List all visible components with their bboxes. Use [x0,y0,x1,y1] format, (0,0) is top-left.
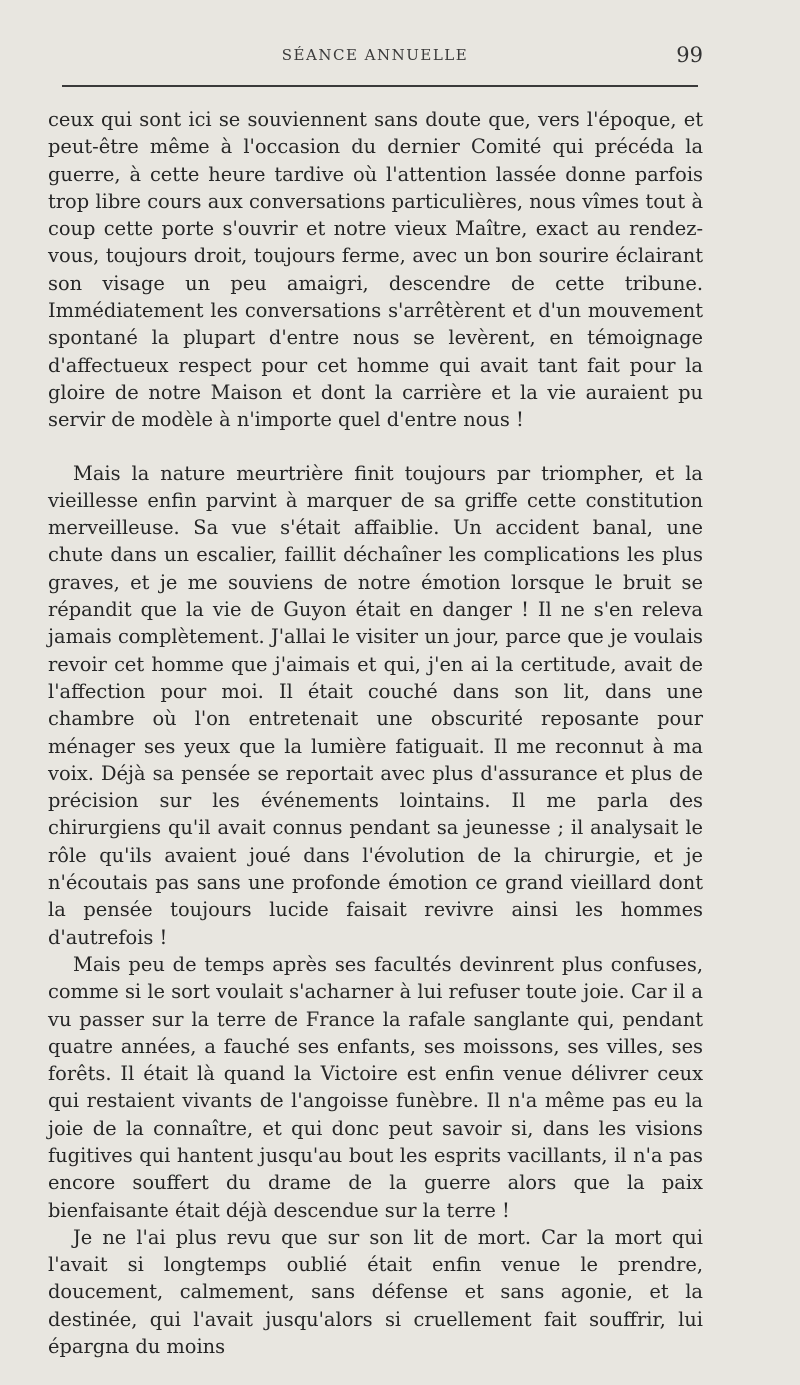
running-header: SÉANCE ANNUELLE [281,46,469,64]
header-rule [62,85,698,87]
body-text [48,106,703,1360]
page-number: 99 [676,43,703,67]
paragraph: ceux qui sont ici se souviennent sans doute que, vers l'époque, et peut-être même à l'occasion du dernier Comité qui précéda la guerre, à cette heure tardive où l'attention lassée donne parfois trop libre cours aux conversations particulières, nous vîmes tout à coup cette porte s'ouvrir et notre vieux Maître, exact au rendez-vous, toujours droit, toujours ferme, avec un bon sourire éclairant son visage un peu amaigri, descendre de cette tribune. Immédiatement les conversations s'arrêtèrent et d'un mouvement spontané la plupart d'entre nous se levèrent, en témoignage d'affectueux respect pour cet homme qui avait tant fait pour la gloire de notre Maison et dont la carrière et la vie auraient pu servir de modèle à n'importe quel d'entre nous ! [48,108,703,432]
paragraph: Je ne l'ai plus revu que sur son lit de mort. Car la mort qui l'avait si longtemps oublié était enfin venue le prendre, doucement, calmement, sans défense et sans agonie, et la destinée, qui l'avait jusqu'alors si cruellement fait souffrir, lui épargna du moins [48,1225,703,1359]
paragraph: Mais la nature meurtrière finit toujours par triompher, et la vieillesse enfin parvint à marquer de sa griffe cette constitution merveilleuse. Sa vue s'était affaiblie. Un accident banal, une chute dans un escalier, faillit déchaîner les complications les plus graves, et je me souviens de notre émotion lorsque le bruit se répandit que la vie de Guyon était en danger ! Il ne s'en releva jamais complètement. J'allai le visiter un jour, parce que je voulais revoir cet homme que j'aimais et qui, j'en ai la certitude, avait de l'affection pour moi. Il était couché dans son lit, dans une chambre où l'on entretenait une obscurité reposante pour ménager ses yeux que la lumière fatiguait. Il me reconnut à ma voix. Déjà sa pensée se reportait avec plus d'assurance et plus de précision sur les événements lointains. Il me parla des chirurgiens qu'il avait connus pendant sa jeunesse ; il analysait le rôle qu'ils avaient joué dans l'évolution de la chirurgie, et je n'écoutais pas sans une profonde émotion ce grand vieillard dont la pensée toujours lucide faisait revivre ainsi les hommes d'autrefois ! [48,461,703,949]
paragraph: Mais peu de temps après ses facultés devinrent plus confuses, comme si le sort voulait s'acharner à lui refuser toute joie. Car il a vu passer sur la terre de France la rafale sanglante qui, pendant quatre années, a fauché ses enfants, ses moissons, ses villes, ses forêts. Il était là quand la Victoire est enfin venue délivrer ceux qui restaient vivants de l'angoisse funèbre. Il n'a même pas eu la joie de la connaître, et qui donc peut savoir si, dans les visions fugitives qui hantent jusqu'au bout les esprits vacillants, il n'a pas encore souffert du drame de la guerre alors que la paix bienfaisante était déjà descendue sur la terre ! [48,952,703,1222]
